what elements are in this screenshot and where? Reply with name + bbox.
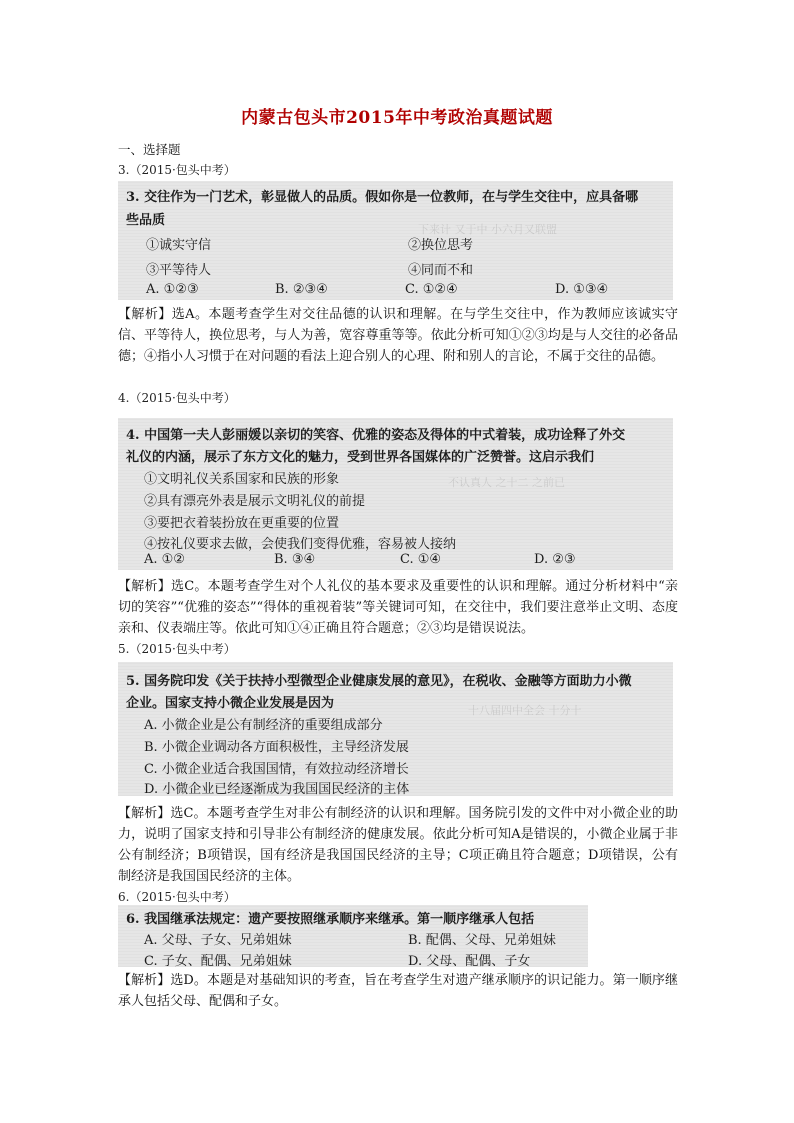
answer-choice: A. 小微企业是公有制经济的重要组成部分	[144, 718, 383, 733]
answer-choice: A. ①②	[144, 552, 185, 567]
statement-item: ③要把衣着装扮放在更重要的位置	[144, 516, 340, 531]
answer-analysis: 【解析】选D。本题是对基础知识的考查，旨在考查学生对遗产继承顺序的识记能力。第一顺序继承人包括父母、配偶和子女。	[118, 973, 678, 1009]
answer-choice: C. 小微企业适合我国国情，有效拉动经济增长	[144, 762, 409, 777]
question-stem: 5. 国务院印发《关于扶持小型微型企业健康发展的意见》，在税收、金融等方面助力小微	[126, 674, 632, 689]
answer-analysis: 【解析】选C。本题考查学生对个人礼仪的基本要求及重要性的认识和理解。通过分析材料中“亲切的笑容”“优雅的姿态”“得体的重视着装”等关键词可知，在交往中，我们要注意举止文明、态度亲和、仪表端庄等。依此可知①④正确且符合题意；②③均是错误说法。	[118, 579, 678, 636]
statement-item: ①诚实守信	[146, 238, 212, 253]
question-image: 下来计 又于中 小六月又联盟 3. 交往作为一门艺术，彰显做人的品质。假如你是一位教师，在与学生交往中，应具备哪 些品质 ①诚实守信 ②换位思考 ③平等待人 ④同而不和 A. ①②③ B. ②③④ C. ①②④ D. ①③④	[118, 181, 673, 300]
question-image: 十八届四中全会 十分十 5. 国务院印发《关于扶持小型微型企业健康发展的意见》，在税收、金融等方面助力小微 企业。国家支持小微企业发展是因为 A. 小微企业是公有制经济的重要组成部分 B. 小微企业调动各方面积极性，主导经济发展 C. 小微企业适合我国国情，有效拉动经济增长 D. 小微企业已经逐渐成为我国国民经济的主体	[118, 662, 673, 796]
answer-choice: B. ②③④	[275, 282, 328, 297]
answer-choice: B. 配偶、父母、兄弟姐妹	[408, 933, 556, 948]
question-source: 5.（2015·包头中考）	[118, 642, 236, 656]
answer-choice: B. ③④	[274, 552, 316, 567]
question-image	[118, 905, 588, 967]
statement-item: ④按礼仪要求去做，会使我们变得优雅，容易被人接纳	[144, 537, 457, 552]
question-stem: 6. 我国继承法规定：遗产要按照继承顺序来继承。第一顺序继承人包括	[126, 912, 535, 927]
answer-choice: D. ①③④	[555, 282, 609, 297]
answer-choice: D. 父母、配偶、子女	[408, 954, 531, 967]
answer-choice: D. 小微企业已经逐渐成为我国国民经济的主体	[144, 782, 410, 796]
statement-item: ③平等待人	[146, 263, 212, 278]
question-stem: 4. 中国第一夫人彭丽媛以亲切的笑容、优雅的姿态及得体的中式着装，成功诠释了外交	[126, 428, 626, 443]
answer-choice: C. 子女、配偶、兄弟姐妹	[144, 954, 292, 967]
question-source: 4.（2015·包头中考）	[118, 391, 236, 405]
statement-item: ②换位思考	[408, 238, 474, 253]
answer-choice: C. ①④	[400, 552, 442, 567]
answer-choice: D. ②③	[534, 552, 576, 567]
question-stem: 些品质	[126, 213, 166, 228]
question-stem: 礼仪的内涵，展示了东方文化的魅力，受到世界各国媒体的广泛赞誉。这启示我们	[126, 450, 595, 465]
answer-choice: A. ①②③	[146, 282, 199, 297]
statement-item: ①文明礼仪关系国家和民族的形象	[144, 472, 340, 487]
question-stem: 3. 交往作为一门艺术，彰显做人的品质。假如你是一位教师，在与学生交往中，应具备哪	[126, 190, 639, 205]
answer-choice: B. 小微企业调动各方面积极性，主导经济发展	[144, 740, 409, 755]
question-source: 6.（2015·包头中考）	[118, 890, 236, 904]
answer-analysis: 【解析】选A。本题考查学生对交往品德的认识和理解。在与学生交往中，作为教师应该诚实守信、平等待人，换位思考，与人为善，宽容尊重等等。依此分析可知①②③均是与人交往的必备品德；④指小人习惯于在对问题的看法上迎合别人的心理、附和别人的言论，不属于交往的品德。	[118, 307, 678, 364]
question-stem: 企业。国家支持小微企业发展是因为	[126, 696, 335, 711]
question-source: 3.（2015·包头中考）	[118, 163, 236, 177]
answer-choice: C. ①②④	[405, 282, 458, 297]
page-title: 内蒙古包头市2015年中考政治真题试题	[241, 108, 553, 128]
section-heading: 一、选择题	[118, 142, 181, 157]
answer-analysis: 【解析】选C。本题考查学生对非公有制经济的认识和理解。国务院引发的文件中对小微企业的助力，说明了国家支持和引导非公有制经济的健康发展。依此分析可知A是错误的，小微企业属于非公有制经济；B项错误，国有经济是我国国民经济的主导；C项正确且符合题意；D项错误，公有制经济是我国国民经济的主体。	[118, 806, 678, 884]
statement-item: ④同而不和	[408, 263, 474, 278]
statement-item: ②具有漂亮外表是展示文明礼仪的前提	[144, 494, 366, 509]
question-image: 不认真人 之十二 之前已 4. 中国第一夫人彭丽媛以亲切的笑容、优雅的姿态及得体的中式着装，成功诠释了外交 礼仪的内涵，展示了东方文化的魅力，受到世界各国媒体的广泛赞誉。这启示我们 ①文明礼仪关系国家和民族的形象 ②具有漂亮外表是展示文明礼仪的前提 ③要把衣着装扮放在更重要的位置 ④按礼仪要求去做，会使我们变得优雅，容易被人接纳 A. ①② B. ③④ C. ①④ D. ②③	[118, 418, 673, 570]
answer-choice: A. 父母、子女、兄弟姐妹	[144, 933, 292, 948]
